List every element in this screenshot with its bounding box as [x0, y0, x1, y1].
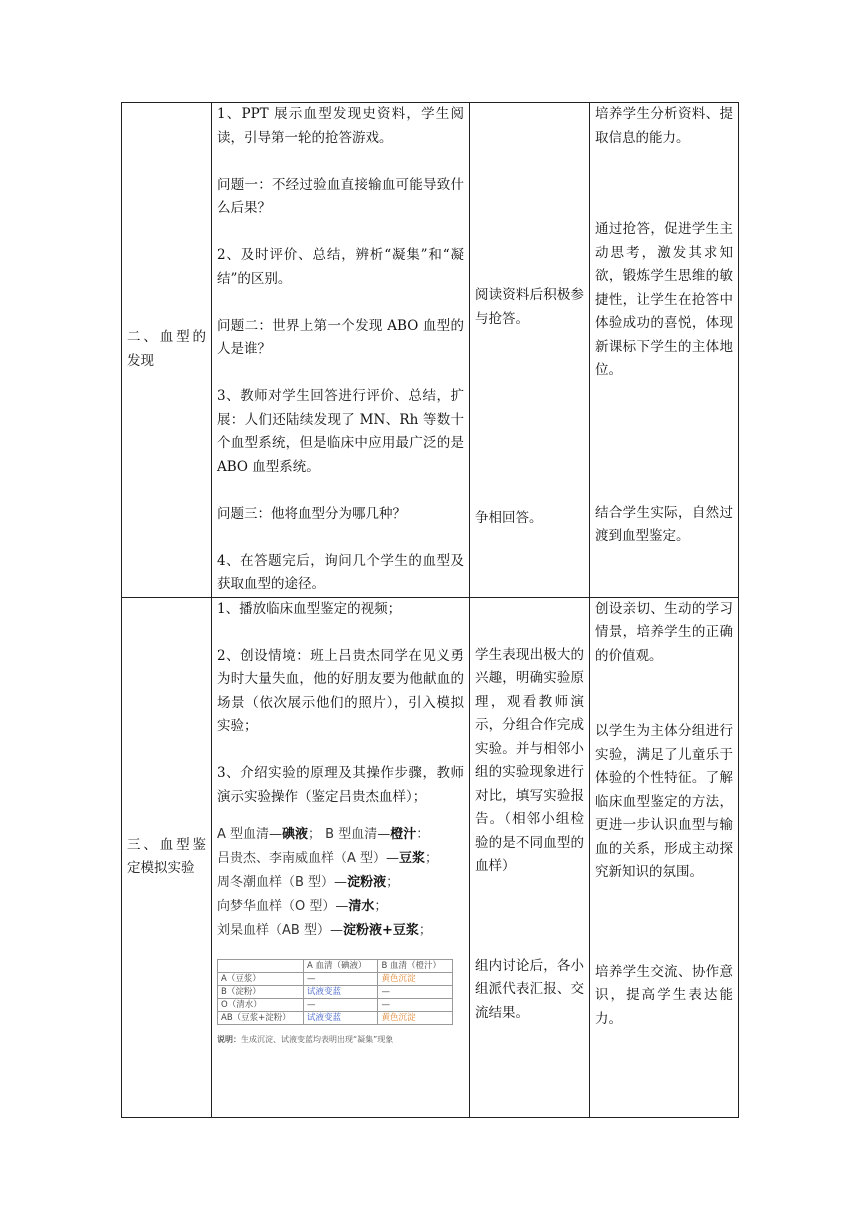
table-cell: 试液变蓝	[303, 1012, 378, 1025]
table-row	[218, 960, 453, 973]
design-intent-cell	[590, 597, 739, 1117]
table-cell: —	[303, 999, 378, 1012]
materials-line: 周冬潮血样（B 型）—淀粉液；	[217, 875, 400, 890]
stage-cell	[122, 597, 212, 1117]
teacher-activity-cell	[212, 597, 470, 1117]
table-cell: A（豆浆）	[218, 973, 304, 986]
table-cell: 黄色沉淀	[378, 1012, 453, 1025]
design-intent-cell	[590, 103, 739, 598]
materials-line: 向梦华血样（O 型）—清水；	[217, 899, 388, 914]
student-activity-text: 学生表现出极大的兴趣，明确实验原理，观看教师演示，分组合作完成实验。并与相邻小组的实验现象进行对比，填写实验报告。（相邻小组检验的是不同血型的血样）	[475, 646, 584, 874]
student-activity-cell	[470, 597, 590, 1117]
student-activity-cell	[470, 103, 590, 598]
table-row	[218, 1012, 453, 1025]
design-intent-text: 以学生为主体分组进行实验，满足了儿童乐于体验的个性特征。了解临床血型鉴定的方法，更进一步认识血型与输血的关系，形成主动探究新知识的氛围。	[595, 723, 733, 880]
teacher-paragraph: 4、在答题完后，询问几个学生的血型及获取血型的途径。	[217, 552, 464, 592]
table-row-blood-type-discovery	[122, 103, 739, 598]
lesson-plan-table	[121, 102, 739, 1118]
table-row-blood-type-experiment	[122, 597, 739, 1117]
teacher-paragraph: 1、播放临床血型鉴定的视频；	[217, 600, 402, 617]
teacher-paragraph: 1、PPT 展示血型发现史资料，学生阅读，引导第一轮的抢答游戏。	[217, 106, 464, 146]
question-two: 问题二：世界上第一个发现 ABO 血型的人是谁？	[217, 317, 464, 357]
teacher-activity-cell	[212, 103, 470, 598]
stage-cell	[122, 103, 212, 598]
table-cell: B（淀粉）	[218, 986, 304, 999]
materials-line: 吕贵杰、李南威血样（A 型）—豆浆；	[217, 851, 439, 866]
table-row	[218, 973, 453, 986]
student-activity-text: 阅读资料后积极参与抢答。	[475, 287, 584, 327]
materials-line: 刘杲血样（AB 型）—淀粉液+豆浆；	[217, 923, 432, 938]
design-intent-text: 创设亲切、生动的学习情景，培养学生的正确的价值观。	[595, 600, 733, 664]
design-intent-text: 结合学生实际，自然过渡到血型鉴定。	[595, 504, 733, 544]
table-cell: 黄色沉淀	[378, 973, 453, 986]
design-intent-text: 培养学生分析资料、提取信息的能力。	[595, 106, 733, 146]
teacher-paragraph: 2、创设情境：班上吕贵杰同学在见义勇为时大量失血，他的好朋友要为他献血的场景（依次展示他们的照片），引入模拟实验；	[217, 647, 464, 734]
teacher-paragraph: 3、教师对学生回答进行评价、总结，扩展：人们还陆续发现了 MN、Rh 等数十个血型系统，但是临床中应用最广泛的是 ABO 血型系统。	[217, 388, 464, 475]
materials-line: A 型血清—碘液； B 型血清—橙汁：	[217, 827, 430, 842]
stage-label: 二、血型的发现	[127, 329, 206, 369]
results-note: 说明：生成沉淀、试液变蓝均表明出现“凝集”现象	[217, 1035, 394, 1044]
table-cell: —	[378, 999, 453, 1012]
table-header: B 血清（橙汁）	[378, 960, 453, 973]
question-one: 问题一：不经过验血直接输血可能导致什么后果？	[217, 176, 464, 216]
table-cell: 试液变蓝	[303, 986, 378, 999]
experiment-materials-image	[217, 823, 464, 943]
design-intent-text: 通过抢答，促进学生主动思考，激发其求知欲，锻炼学生思维的敏捷性，让学生在抢答中体验成功的喜悦，体现新课标下学生的主体地位。	[595, 221, 733, 378]
teacher-paragraph: 3、介绍实验的原理及其操作步骤，教师演示实验操作（鉴定吕贵杰血样）；	[217, 765, 464, 805]
table-cell: AB（豆浆+淀粉）	[218, 1012, 304, 1025]
stage-label: 三、血型鉴定模拟实验	[127, 836, 206, 876]
student-activity-text: 组内讨论后，各小组派代表汇报、交流结果。	[475, 957, 584, 1021]
table-header: A 血清（碘液）	[303, 960, 378, 973]
table-cell: O（清水）	[218, 999, 304, 1012]
teacher-paragraph: 2、及时评价、总结，辨析“凝集”和“凝结”的区别。	[217, 247, 464, 287]
table-row	[218, 986, 453, 999]
table-cell: —	[303, 973, 378, 986]
table-header	[218, 960, 304, 973]
design-intent-text: 培养学生交流、协作意识，提高学生表达能力。	[595, 963, 733, 1027]
results-table-image	[217, 959, 453, 1025]
table-cell: —	[378, 986, 453, 999]
student-activity-text: 争相回答。	[475, 510, 543, 526]
table-row	[218, 999, 453, 1012]
question-three: 问题三：他将血型分为哪几种？	[217, 505, 406, 522]
